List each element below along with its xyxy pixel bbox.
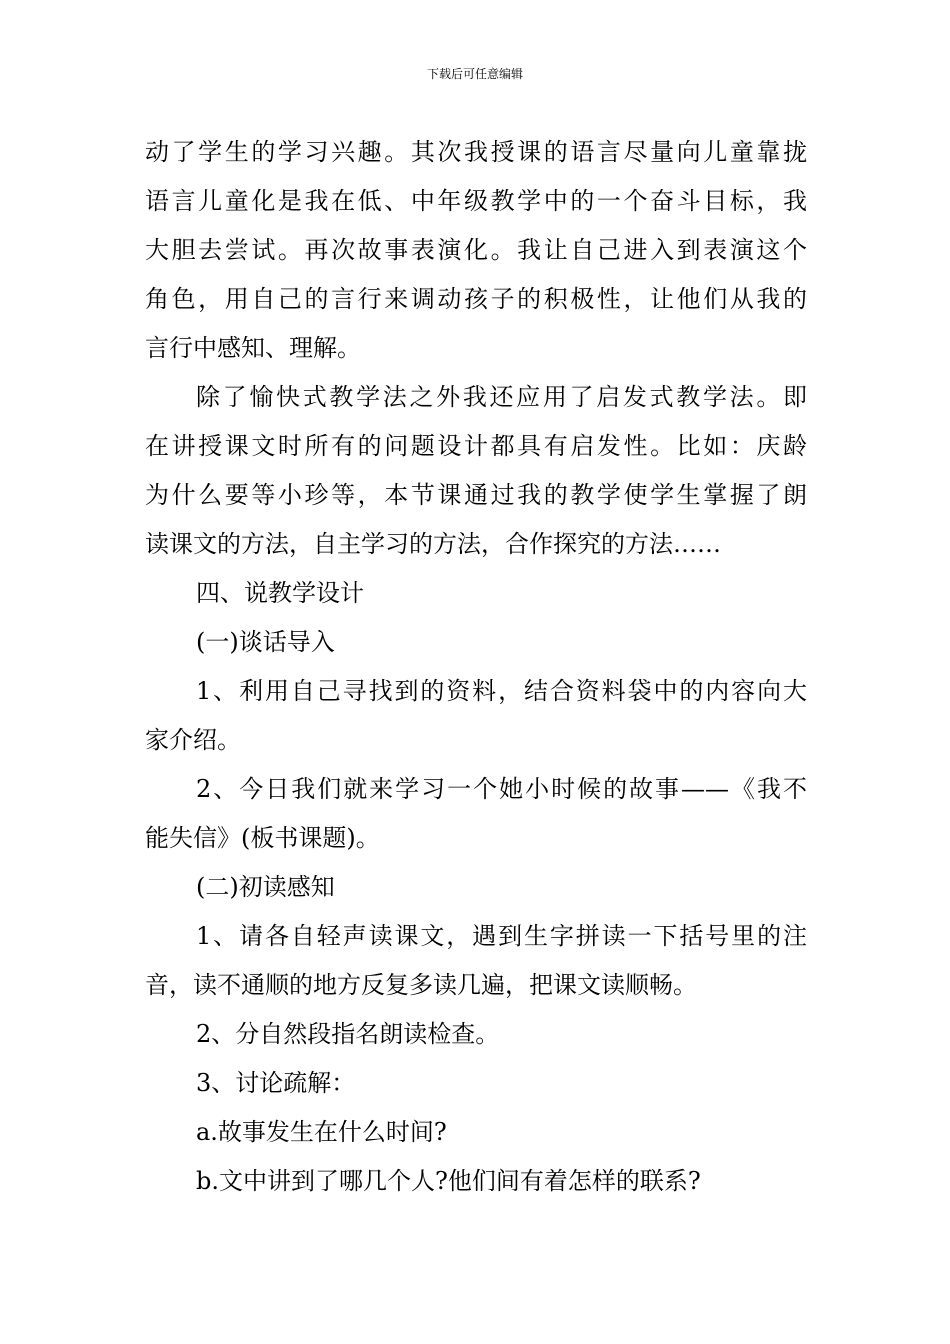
paragraph-line: 大胆去尝试。再次故事表演化。我让自己进入到表演这个 (145, 236, 807, 264)
paragraph-line: 角色，用自己的言行来调动孩子的积极性，让他们从我的 (145, 285, 807, 313)
paragraph-line: 音，读不通顺的地方反复多读几遍，把课文读顺畅。 (145, 971, 697, 999)
paragraph-line: 言行中感知、理解。 (145, 334, 361, 362)
paragraph-line: 能失信》(板书课题)。 (145, 824, 380, 852)
subsection-heading: (一)谈话导入 (196, 628, 335, 656)
question-item: a.故事发生在什么时间? (196, 1118, 447, 1146)
paragraph-line: 语言儿童化是我在低、中年级教学中的一个奋斗目标，我 (145, 187, 807, 215)
paragraph-line: 读课文的方法，自主学习的方法，合作探究的方法…… (145, 530, 721, 558)
paragraph-line: 除了愉快式教学法之外我还应用了启发式教学法。即 (196, 383, 807, 411)
document-body (145, 128, 807, 1206)
question-item: b.文中讲到了哪几个人?他们间有着怎样的联系? (196, 1167, 701, 1195)
paragraph-line: 在讲授课文时所有的问题设计都具有启发性。比如：庆龄 (145, 432, 807, 460)
paragraph-line: 3、讨论疏解： (196, 1069, 356, 1097)
subsection-heading: (二)初读感知 (196, 873, 335, 901)
page-header: 下载后可任意编辑 (426, 67, 523, 81)
paragraph-line: 1、请各自轻声读课文，遇到生字拼读一下括号里的注 (196, 922, 807, 950)
paragraph-line: 家介绍。 (145, 726, 241, 754)
paragraph-line: 动了学生的学习兴趣。其次我授课的语言尽量向儿童靠拢 (145, 138, 807, 166)
paragraph-line: 2、今日我们就来学习一个她小时候的故事——《我不 (196, 775, 807, 803)
paragraph-line: 1、利用自己寻找到的资料，结合资料袋中的内容向大 (196, 677, 807, 705)
paragraph-line: 2、分自然段指名朗读检查。 (196, 1020, 500, 1048)
section-heading: 四、说教学设计 (196, 579, 364, 607)
paragraph-line: 为什么要等小珍等，本节课通过我的教学使学生掌握了朗 (145, 481, 807, 509)
